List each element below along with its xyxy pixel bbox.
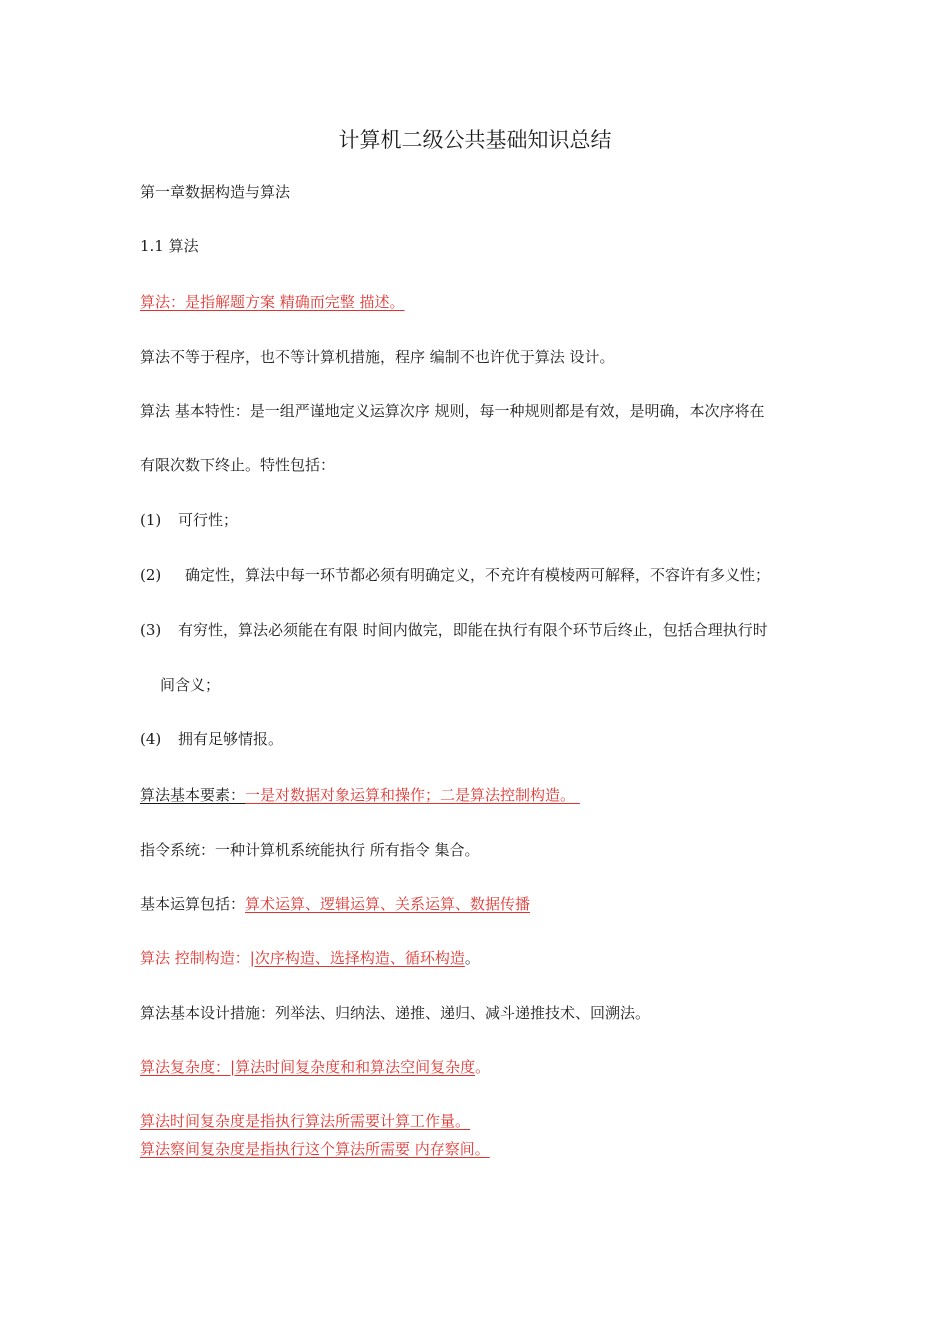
list-number: (4) bbox=[140, 730, 162, 748]
list-text: 有穷性，算法必须能在有限 时间内做完，即能在执行有限个环节后终止，包括合理执行时 bbox=[178, 621, 768, 639]
paragraph-2b: 有限次数下终止。特性包括： bbox=[140, 456, 336, 474]
list-text: 确定性，算法中每一环节都必须有明确定义，不充许有模棱两可解释，不容许有多义性； bbox=[185, 566, 771, 584]
control-structure-line bbox=[140, 948, 480, 968]
time-complexity: 算法时间复杂度是指执行算法所需要计算工作量。 bbox=[140, 1112, 471, 1130]
elements-value: 一是对数据对象运算和操作；二是算法控制构造。 bbox=[245, 786, 576, 804]
list-number: (2) bbox=[140, 566, 162, 584]
complexity-label: 算法复杂度： bbox=[140, 1058, 231, 1076]
complexity-end: 。 bbox=[475, 1058, 491, 1076]
elements-line bbox=[140, 785, 580, 805]
list-item bbox=[140, 620, 768, 640]
list-text: 拥有足够情报。 bbox=[178, 730, 284, 748]
complexity-line bbox=[140, 1057, 490, 1077]
section-heading: 1.1 算法 bbox=[140, 237, 199, 255]
algorithm-definition: 算法：是指解题方案 精确而完整 描述。 bbox=[140, 293, 405, 311]
basic-ops-line bbox=[140, 894, 530, 914]
list-item bbox=[140, 565, 770, 585]
list-item bbox=[140, 729, 283, 749]
design-methods: 算法基本设计措施：列举法、归纳法、递推、递归、减斗递推技术、回溯法。 bbox=[140, 1004, 651, 1022]
space-complexity: 算法察间复杂度是指执行这个算法所需要 内存察间。 bbox=[140, 1140, 490, 1158]
control-structure-end: 。 bbox=[464, 949, 480, 967]
list-text: 可行性； bbox=[178, 511, 239, 529]
paragraph-2a: 算法 基本特性：是一组严谨地定义运算次序 规则，每一种规则都是有效，是明确，本次序将在 bbox=[140, 402, 765, 420]
control-structure-value: |次序构造、选择构造、循环构造 bbox=[249, 949, 465, 967]
list-item-continuation: 间含义； bbox=[160, 676, 221, 694]
list-number: (1) bbox=[140, 511, 162, 529]
basic-ops-value: 算术运算、逻辑运算、关系运算、数据传播 bbox=[245, 895, 531, 913]
basic-ops-label: 基本运算包括： bbox=[140, 895, 246, 913]
chapter-heading: 第一章数据构造与算法 bbox=[140, 183, 291, 201]
elements-label: 算法基本要素： bbox=[140, 786, 246, 804]
complexity-value: |算法时间复杂度和和算法空间复杂度 bbox=[230, 1058, 476, 1076]
list-number: (3) bbox=[140, 621, 162, 639]
list-item bbox=[140, 510, 238, 530]
page-title: 计算机二级公共基础知识总结 bbox=[338, 128, 612, 152]
paragraph-1: 算法不等于程序，也不等计算机措施，程序 编制不也许优于算法 设计。 bbox=[140, 348, 615, 366]
instruction-system: 指令系统：一种计算机系统能执行 所有指令 集合。 bbox=[140, 841, 480, 859]
control-structure-label: 算法 控制构造： bbox=[140, 949, 250, 967]
